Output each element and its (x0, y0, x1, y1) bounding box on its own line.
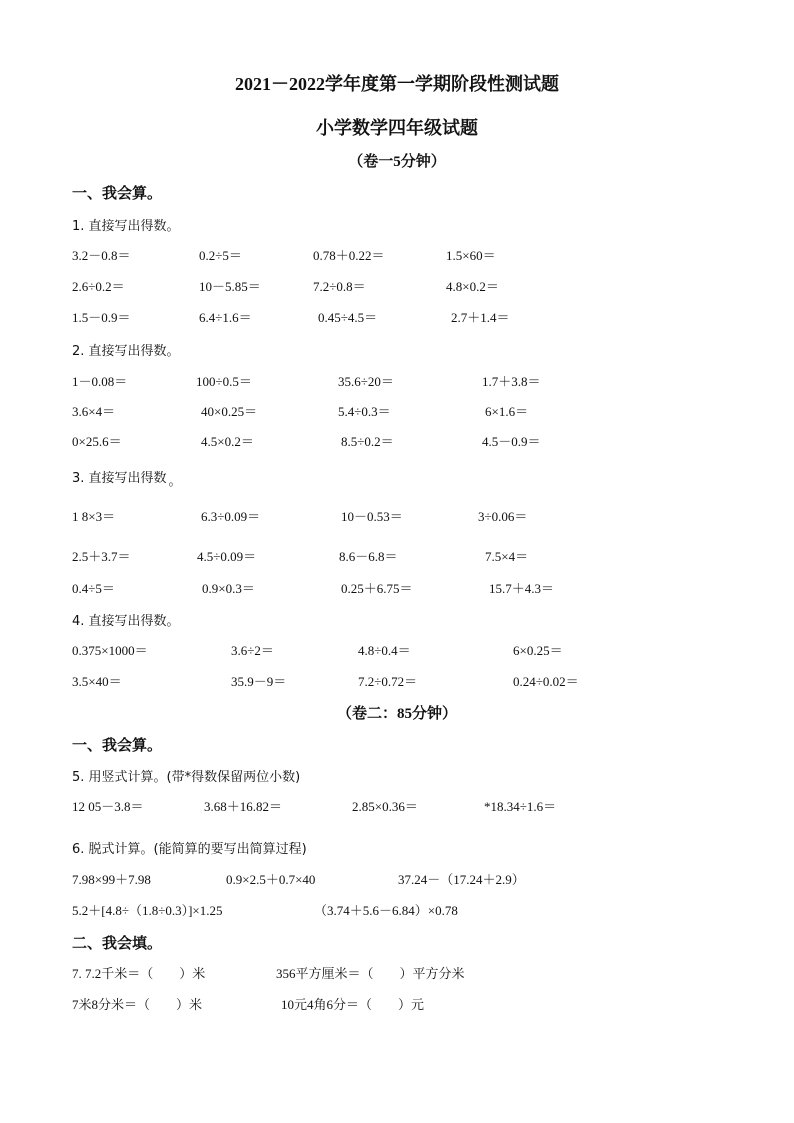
problem-row (0, 994, 794, 1014)
problem: 3.5×40＝ (72, 674, 122, 689)
question-6-label: 6. 脱式计算。(能简算的要写出简算过程) (72, 842, 307, 857)
problem: 3÷0.06＝ (478, 509, 528, 524)
problem: 0×25.6＝ (72, 434, 122, 449)
problem: 10元4角6分＝（ ）元 (281, 997, 425, 1012)
problem: *18.34÷1.6＝ (484, 799, 557, 814)
problem-row (0, 900, 794, 920)
problem: 0.2÷5＝ (199, 248, 242, 263)
problem: 10－0.53＝ (341, 509, 403, 524)
problem: 3.6×4＝ (72, 404, 116, 419)
problem: 15.7＋4.3＝ (489, 581, 555, 596)
problem: 0.4÷5＝ (72, 581, 115, 596)
problem-row (0, 431, 794, 451)
problem: 37.24－（17.24＋2.9） (398, 872, 525, 887)
problem: 6×1.6＝ (485, 404, 529, 419)
problem-row (0, 371, 794, 391)
problem: 10－5.85＝ (199, 279, 261, 294)
problem: 1.7＋3.8＝ (482, 374, 541, 389)
question-3-label (72, 467, 182, 489)
part-two-label: （卷二：85分钟） (336, 706, 457, 722)
question-2-label: 2. 直接写出得数。 (72, 344, 180, 359)
problem: 0.25＋6.75＝ (341, 581, 413, 596)
problem: 0.78＋0.22＝ (313, 248, 385, 263)
problem-row (0, 796, 794, 816)
question-5-label: 5. 用竖式计算。(带*得数保留两位小数) (72, 770, 301, 785)
problem-row (0, 307, 794, 327)
problem: 0.9×0.3＝ (202, 581, 255, 596)
exam-title: 2021－2022学年度第一学期阶段性测试题 (235, 74, 559, 94)
problem: 3.68＋16.82＝ (204, 799, 283, 814)
problem: 0.24÷0.02＝ (513, 674, 579, 689)
section-heading-fill: 二、我会填。 (72, 934, 163, 952)
problem: 3.2－0.8＝ (72, 248, 131, 263)
problem: 35.9－9＝ (231, 674, 287, 689)
problem: 2.85×0.36＝ (352, 799, 418, 814)
problem: 7米8分米＝（ ）米 (72, 997, 203, 1012)
problem: 4.5÷0.09＝ (197, 549, 257, 564)
problem-row (0, 578, 794, 598)
problem: 0.9×2.5＋0.7×40 (226, 872, 316, 887)
problem-row (0, 869, 794, 889)
problem: 0.375×1000＝ (72, 643, 148, 658)
question-4-label: 4. 直接写出得数。 (72, 614, 180, 629)
problem: 35.6÷20＝ (338, 374, 394, 389)
problem: 6.4÷1.6＝ (199, 310, 252, 325)
problem: 1 8×3＝ (72, 509, 116, 524)
problem-row (0, 963, 794, 983)
problem: 12 05－3.8＝ (72, 799, 144, 814)
problem: 7.2÷0.72＝ (358, 674, 418, 689)
problem: 2.5＋3.7＝ (72, 549, 131, 564)
problem: 0.45÷4.5＝ (318, 310, 378, 325)
problem-row (0, 640, 794, 660)
problem: 2.6÷0.2＝ (72, 279, 125, 294)
exam-subtitle: 小学数学四年级试题 (316, 118, 478, 138)
problem: 5.4÷0.3＝ (338, 404, 391, 419)
question-1-label: 1. 直接写出得数。 (72, 219, 180, 234)
problem: 40×0.25＝ (201, 404, 258, 419)
problem-row (0, 546, 794, 566)
problem: 7. 7.2千米＝（ ）米 (72, 966, 206, 981)
problem: （3.74＋5.6－6.84）×0.78 (314, 903, 458, 918)
section-heading-calc-2: 一、我会算。 (72, 736, 163, 754)
problem: 1.5×60＝ (446, 248, 496, 263)
problem-row (0, 245, 794, 265)
question-3-text: 3. 直接写出得数 (72, 471, 167, 486)
problem: 5.2＋[4.8÷（1.8÷0.3）]×1.25 (72, 903, 223, 918)
problem-row (0, 671, 794, 691)
problem: 4.8÷0.4＝ (358, 643, 411, 658)
problem: 356平方厘米＝（ ）平方分米 (276, 966, 465, 981)
problem: 2.7＋1.4＝ (451, 310, 510, 325)
problem: 8.6－6.8＝ (339, 549, 398, 564)
problem: 4.5－0.9＝ (482, 434, 541, 449)
problem-row (0, 506, 794, 526)
problem: 4.8×0.2＝ (446, 279, 499, 294)
question-3-period: 。 (168, 474, 182, 489)
problem-row (0, 401, 794, 421)
problem: 6×0.25＝ (513, 643, 563, 658)
problem: 8.5÷0.2＝ (341, 434, 394, 449)
problem: 6.3÷0.09＝ (201, 509, 261, 524)
section-heading-calc-1: 一、我会算。 (72, 184, 163, 202)
problem: 100÷0.5＝ (196, 374, 252, 389)
problem: 7.5×4＝ (485, 549, 529, 564)
problem-row (0, 276, 794, 296)
part-one-label: （卷一5分钟） (348, 154, 446, 170)
problem: 1－0.08＝ (72, 374, 128, 389)
problem: 7.2÷0.8＝ (313, 279, 366, 294)
problem: 1.5－0.9＝ (72, 310, 131, 325)
problem: 4.5×0.2＝ (201, 434, 254, 449)
problem: 3.6÷2＝ (231, 643, 274, 658)
problem: 7.98×99＋7.98 (72, 872, 151, 887)
